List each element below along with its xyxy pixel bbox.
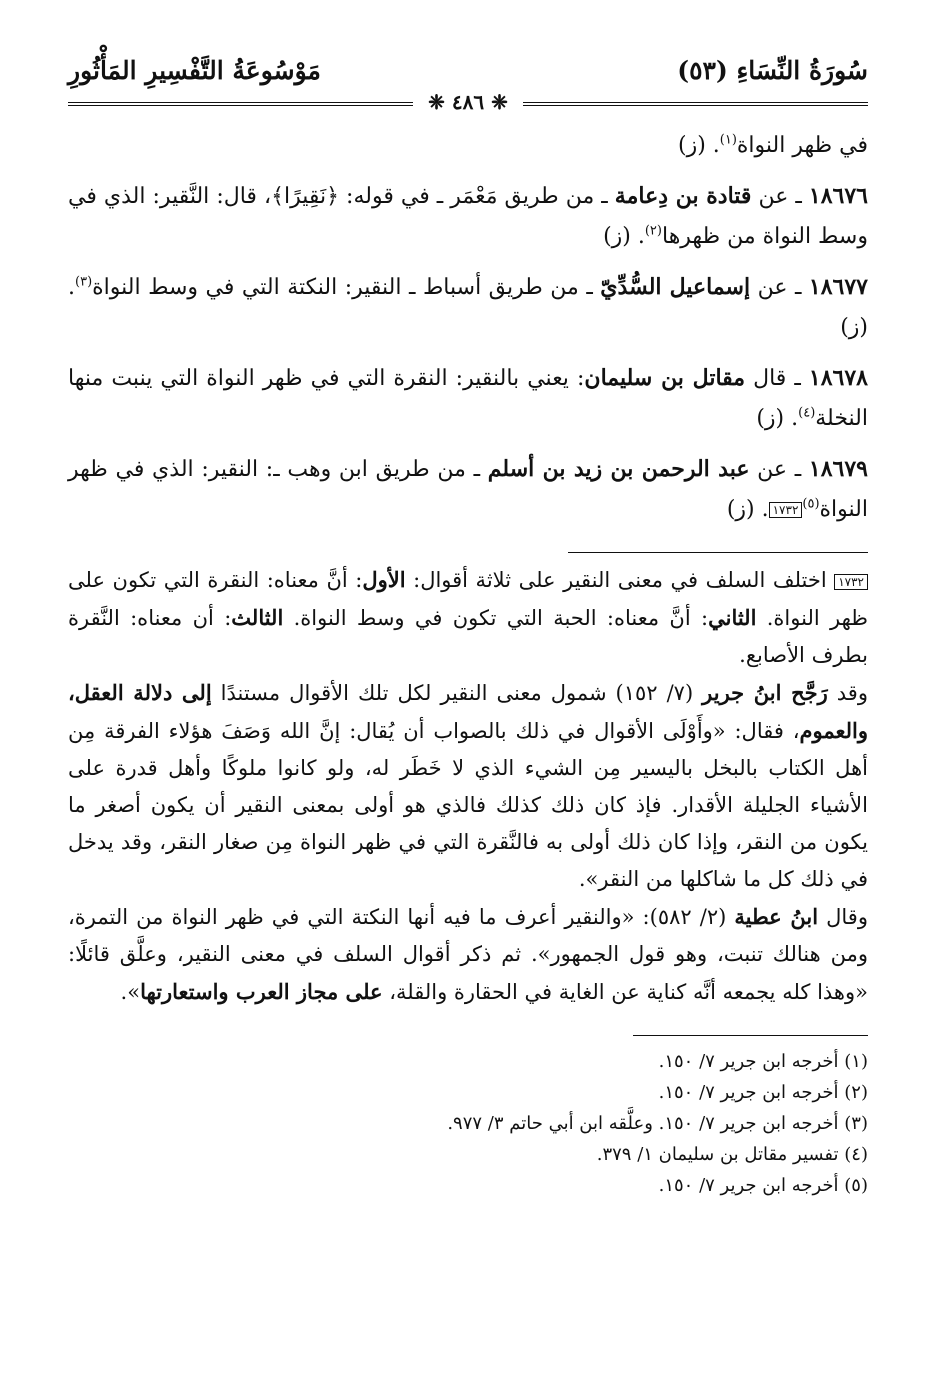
commentary-text: ». (120, 980, 141, 1004)
narrator-name: قتادة بن دِعامة (614, 183, 752, 209)
footnote-ref[interactable]: (٢) (644, 223, 662, 239)
narration-entry (68, 358, 868, 439)
commentary-text: اختلف السلف في معنى النقير على ثلاثة أقوال: (405, 568, 835, 592)
commentary-bold: الثاني (708, 605, 757, 630)
continuation-text: في ظهر النواة (736, 133, 868, 158)
commentary-bold: إلى دلالة العقل، والعموم (68, 680, 868, 743)
header-rule-left (68, 102, 413, 106)
commentary-text: : أنَّ معناه: النقرة التي تكون على ظهر النواة. (68, 568, 868, 630)
footnote-ref[interactable]: (١) (719, 132, 737, 148)
commentary-paragraph (68, 898, 868, 1011)
narrator-name: عبد الرحمن بن زيد بن أسلم (487, 456, 750, 482)
footnote-item: (١) أخرجه ابن جرير ٧/ ١٥٠. (658, 1051, 868, 1072)
commentary-number-box: ١٧٣٢ (834, 574, 868, 590)
footnote-item: (٢) أخرجه ابن جرير ٧/ ١٥٠. (658, 1082, 868, 1103)
commentary-text: (٧/ ١٥٢) شمول معنى النقير لكل تلك الأقوال مستندًا (211, 681, 703, 705)
commentary-paragraph (68, 674, 868, 898)
commentary-bold: على مجاز العرب واستعارتها (140, 979, 383, 1004)
page-number: ❈ ٤٨٦ ❈ (428, 90, 508, 114)
commentary-text: ، فقال: «وأَوْلَى الأقوال في ذلك بالصواب أن يُقال: إنَّ الله وَصَفَ هؤلاء الفرقة مِن أهل الكتاب بالبخل باليسير مِن الشيء الذي لا خَطَر له، ولو كانوا ملوكًا وأهل قدرة على الأشياء الجليلة الأقدار. فإذ كان ذلك كذلك فالذي هو أولى بمعنى النقير أن يكون أصغر ما يكون من النقر، وإذا كان ذلك أولى به فالنَّقرة التي في ظهر النواة مِن صغار النقر، وقد يدخل في ذلك كل ما شاكلها من النقر». (68, 719, 868, 891)
commentary-separator (568, 552, 868, 553)
narration-number: ١٨٦٧٨ (808, 365, 868, 391)
footnote-ref[interactable]: (٣) (75, 274, 93, 290)
book-page (68, 52, 868, 1201)
narration-entry (68, 449, 868, 530)
footnote-item: (٥) أخرجه ابن جرير ٧/ ١٥٠. (658, 1175, 868, 1196)
narration-text: ـ عن (750, 275, 809, 300)
commentary-text: وقد (827, 681, 868, 705)
main-text (68, 126, 868, 530)
narration-entry (68, 176, 868, 257)
narration-number: ١٨٦٧٩ (808, 456, 868, 482)
narration-text: ـ قال (745, 366, 809, 391)
narration-text: ـ من طريق مَعْمَر ـ في قوله: ﴿نَقِيرًا﴾، قال: النَّقير: الذي في وسط النواة من ظهرها (68, 184, 868, 249)
narration-text: ـ من طريق أسباط ـ النقير: النكتة التي في وسط النواة (92, 275, 601, 300)
surah-title: سُورَةُ النِّسَاءِ (٥٣) (677, 56, 868, 85)
commentary-ref-box[interactable]: ١٧٣٢ (769, 502, 803, 518)
narration-text: ـ عن (751, 184, 809, 209)
commentary-text: : أن معناه: النَّقرة بطرف الأصابع. (68, 606, 868, 667)
header-rule-right (523, 102, 868, 106)
narration-entry (68, 267, 868, 348)
commentary-text: وقال (818, 905, 868, 929)
commentary-bold: الأول (362, 567, 406, 592)
narration-number: ١٨٦٧٦ (808, 183, 868, 209)
narration-number: ١٨٦٧٧ (808, 274, 868, 300)
commentary-paragraph (68, 561, 868, 674)
continuation-line (68, 126, 868, 166)
page-header (68, 52, 868, 116)
commentary-block (68, 561, 868, 1011)
commentary-bold: رَجَّح ابنُ جرير (702, 680, 828, 705)
commentary-bold: ابنُ عطية (734, 904, 819, 929)
header-rule (68, 90, 868, 114)
commentary-bold: الثالث (231, 605, 284, 630)
narration-text: : يعني بالنقير: النقرة التي في ظهر النواة التي ينبت منها النخلة (68, 366, 868, 431)
footnote-item: (٤) تفسير مقاتل بن سليمان ١/ ٣٧٩. (596, 1144, 868, 1165)
footnote-ref[interactable]: (٤) (798, 405, 816, 421)
source-tag: . (ز) (677, 133, 720, 158)
footnote-ref[interactable]: (٥) (802, 496, 820, 512)
source-tag: . (ز) (68, 275, 868, 340)
source-tag: . (ز) (603, 224, 645, 249)
footnotes (68, 1046, 868, 1201)
narrator-name: مقاتل بن سليمان (584, 365, 746, 391)
footnote-item: (٣) أخرجه ابن جرير ٧/ ١٥٠. وعلَّقه ابن أبي حاتم ٣/ ٩٧٧. (447, 1113, 868, 1134)
narrator-name: إسماعيل السُّدِّيّ (600, 274, 751, 300)
narration-text: ـ من طريق ابن وهب ـ: النقير: الذي في ظهر النواة (68, 457, 868, 522)
source-tag: . (ز) (726, 497, 769, 522)
book-title: مَوْسُوعَةُ التَّفْسِيرِ المَأْثُورِ (68, 56, 321, 85)
footnote-separator (633, 1035, 868, 1036)
commentary-text: : أنَّ معناه: الحبة التي تكون في وسط النواة. (283, 606, 709, 630)
source-tag: . (ز) (756, 406, 799, 431)
commentary-text: (٢/ ٥٨٢): «والنقير أعرف ما فيه أنها النكتة التي في ظهر النواة من التمرة، ومن هنالك تنبت، وهو قول الجمهور». ثم ذكر أقوال السلف في معنى النقير، وعلَّق قائلًا: «وهذا كله يجمعه أنَّه كناية عن الغاية في الحقارة والقلة، (68, 905, 868, 1004)
narration-text: ـ عن (749, 457, 809, 482)
